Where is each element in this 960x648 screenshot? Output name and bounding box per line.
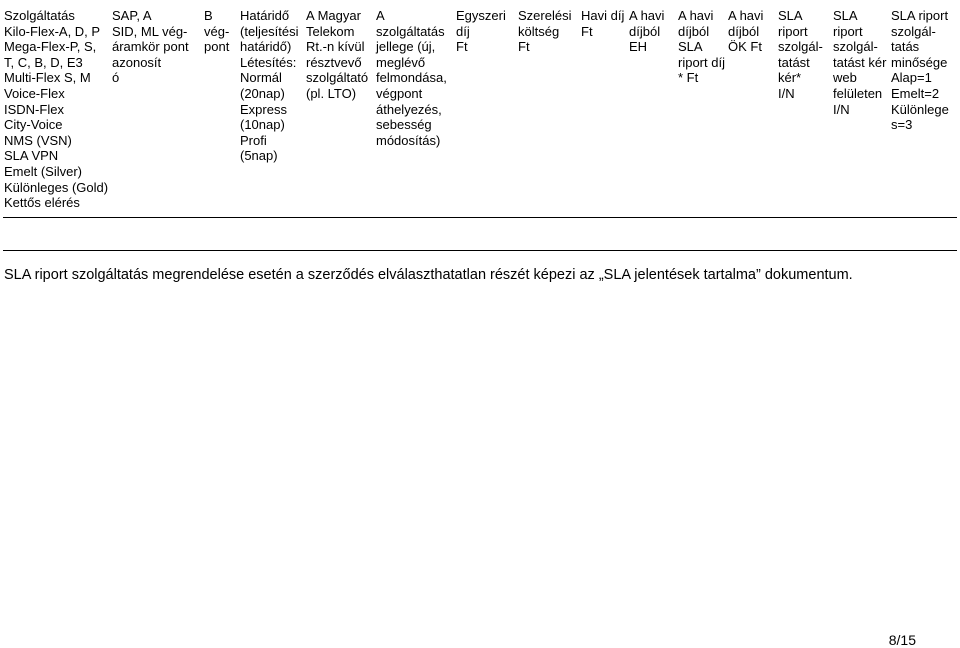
column-header-line: díjból [728, 23, 760, 39]
column-header-line: Szolgáltatás [4, 8, 75, 23]
column-header-1 [3, 8, 111, 217]
column-header-line: SLA VPN [4, 148, 59, 164]
table-empty-row [3, 230, 957, 251]
column-header-line: szolgál- [778, 39, 823, 55]
column-header-line: Alap=1 [891, 70, 932, 86]
column-header-line: szolgáltató [306, 70, 369, 86]
column-header-line: Mega-Flex-P, S, [4, 39, 97, 55]
column-header-line: Telekom [306, 23, 355, 39]
column-header-line: Kilo-Flex-A, D, P [4, 23, 101, 39]
column-header-line: áramkör pont [112, 39, 189, 55]
column-header-line: díjból [678, 23, 710, 39]
column-header-line: SLA [833, 8, 858, 23]
column-header-line: web [833, 70, 857, 86]
column-header-line: Rt.-n kívül [306, 39, 365, 55]
column-header-line: Szerelési [518, 8, 572, 23]
column-header-line: Ft [581, 23, 593, 39]
column-header-line: jellege (új, [376, 39, 436, 55]
column-header-line: Egyszeri [456, 8, 506, 23]
column-header-line: Határidő [240, 8, 290, 23]
column-header-line: (5nap) [240, 148, 278, 164]
column-header-line: A Magyar [306, 8, 361, 23]
column-header-line: SLA [778, 8, 803, 23]
column-header-line: szolgáltatás [376, 23, 445, 39]
column-header-line: I/N [833, 101, 850, 117]
column-header-line: riport díj [678, 54, 725, 70]
column-header-2 [111, 8, 203, 217]
column-header-line: B [204, 8, 213, 23]
column-header-3 [203, 8, 239, 217]
column-header-line: s=3 [891, 117, 913, 133]
column-header-15 [890, 8, 957, 217]
column-header-9 [580, 8, 628, 217]
column-header-line: meglévő [376, 54, 426, 70]
column-header-5 [305, 8, 375, 217]
column-header-6 [375, 8, 455, 217]
column-header-line: Normál [240, 70, 282, 86]
column-header-line: * Ft [678, 70, 699, 86]
column-header-line: pont [204, 39, 230, 55]
column-header-line: I/N [778, 85, 795, 101]
column-header-line: azonosít [112, 54, 162, 70]
column-header-line: sebesség [376, 117, 432, 133]
column-header-line: Havi díj [581, 8, 625, 23]
column-header-line: tatást kér [833, 54, 887, 70]
column-header-line: módosítás) [376, 132, 441, 148]
column-header-line: tatás [891, 39, 920, 55]
column-header-line: ÖK Ft [728, 39, 762, 55]
sla-note: SLA riport szolgáltatás megrendelése esetén a szerződés elválaszthatatlan részét képezi az „SLA jelentések tartalma” dokumentum. [4, 267, 853, 283]
column-header-line: költség [518, 23, 560, 39]
page-number: 8/15 [888, 632, 916, 648]
column-header-line: EH [629, 39, 648, 55]
column-header-line: díjból [629, 23, 661, 39]
column-header-line: (pl. LTO) [306, 85, 357, 101]
order-table-header [3, 8, 957, 218]
column-header-line: résztvevő [306, 54, 362, 70]
column-header-13 [777, 8, 832, 217]
column-header-line: (20nap) [240, 85, 285, 101]
column-header-line: határidő) [240, 39, 292, 55]
column-header-7 [455, 8, 517, 217]
column-header-line: A [376, 8, 385, 23]
column-header-line: Profi [240, 132, 267, 148]
column-header-line: Ft [456, 39, 468, 55]
column-header-line: SLA riport [891, 8, 949, 23]
column-header-line: A havi [728, 8, 764, 23]
column-header-10 [628, 8, 677, 217]
column-header-line: Emelt=2 [891, 85, 940, 101]
column-header-line: Express [240, 101, 287, 117]
column-header-4 [239, 8, 305, 217]
column-header-line: riport [833, 23, 863, 39]
column-header-11 [677, 8, 727, 217]
column-header-line: City-Voice [4, 117, 63, 133]
column-header-line: áthelyezés, [376, 101, 442, 117]
column-header-line: minősége [891, 54, 948, 70]
column-header-line: díj [456, 23, 470, 39]
column-header-line: riport [778, 23, 808, 39]
column-header-line: SID, ML vég- [112, 23, 188, 39]
column-header-line: ISDN-Flex [4, 101, 64, 117]
column-header-line: Különlege [891, 101, 949, 117]
column-header-line: Voice-Flex [4, 85, 65, 101]
column-header-line: tatást [778, 54, 810, 70]
column-header-line: Emelt (Silver) [4, 163, 83, 179]
column-header-line: vég- [204, 23, 230, 39]
column-header-line: (10nap) [240, 117, 285, 133]
column-header-12 [727, 8, 777, 217]
column-header-line: szolgál- [833, 39, 878, 55]
column-header-line: SAP, A [112, 8, 152, 23]
column-header-line: ó [112, 70, 120, 86]
column-header-line: felmondása, [376, 70, 447, 86]
column-header-line: kér* [778, 70, 802, 86]
column-header-line: szolgál- [891, 23, 936, 39]
column-header-line: Különleges (Gold) [4, 179, 109, 195]
column-header-14 [832, 8, 890, 217]
column-header-line: (teljesítési [240, 23, 299, 39]
column-header-line: SLA [678, 39, 703, 55]
column-header-line: Ft [518, 39, 530, 55]
column-header-line: felületen [833, 85, 883, 101]
column-header-line: A havi [678, 8, 714, 23]
column-header-line: T, C, B, D, E3 [4, 54, 83, 70]
column-header-line: A havi [629, 8, 665, 23]
column-header-line: Kettős elérés [4, 195, 80, 211]
column-header-line: NMS (VSN) [4, 132, 72, 148]
column-header-line: Multi-Flex S, M [4, 70, 91, 86]
column-header-line: végpont [376, 85, 423, 101]
column-header-line: Létesítés: [240, 54, 297, 70]
table-header-row [3, 8, 957, 217]
column-header-8 [517, 8, 580, 217]
